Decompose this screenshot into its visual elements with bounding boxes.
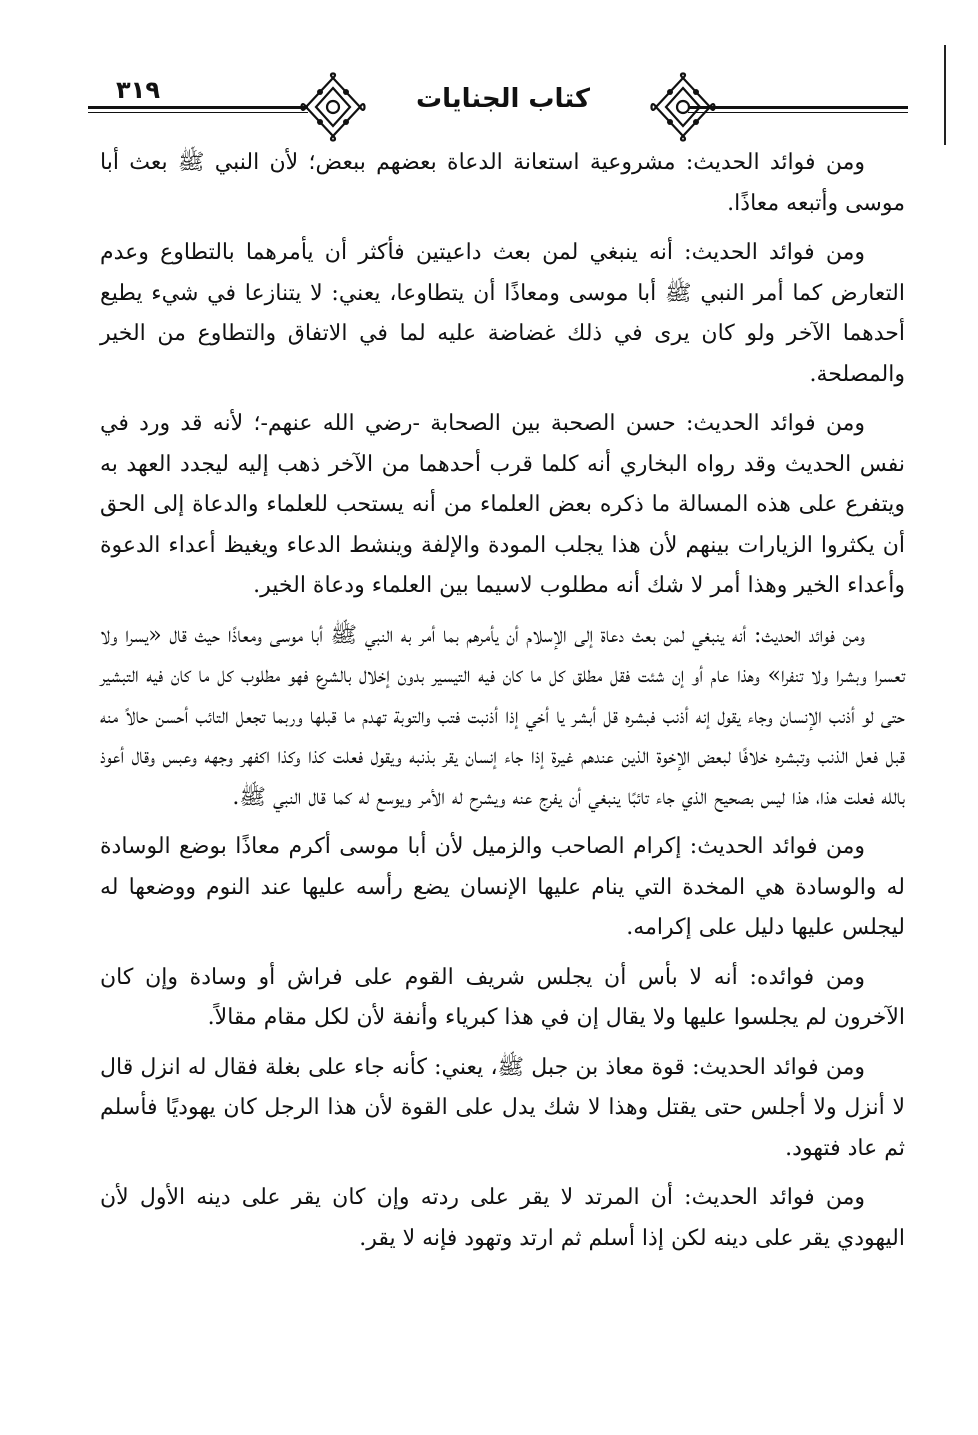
page-header [88,72,908,132]
paragraph-1: ومن فوائد الحديث: مشروعية استعانة الدعاة بعضهم ببعض؛ لأن النبي ﷺ بعث أبا موسى وأتبعه معاذًا. [100,150,905,216]
chapter-title: كتاب الجنايات [415,84,591,114]
page-number: ٣١٩ [116,76,160,104]
header-rule-left-thin [88,112,308,113]
paragraph-4: ومن فوائد الحديث: أنه ينبغي لمن بعث دعاة إلى الإسلام أن يأمرهم بما أمر به النبي ﷺ أبا موسى ومعاذًا حيث قال «يسرا ولا تعسرا وبشرا ولا تنفرا» وهذا عام أو إن شئت فقل مطلق كل ما كان فيه التيسير بدون إخلال بالشرع فهو مطلوب كل ما كان فيه التبشير حتى لو أذنب الإنسان وجاء يقول إنه أذنب فبشره قل أبشر يا أخي إذا أذنبت فتب والتوبة تهدم ما قبلها وربما تجعل التائب أحسن حالاً منه قبل فعل الذنب وتبشره خلافًا لبعض الإخوة الذين عندهم غيرة إذا جاء إنسان يقر بذنبه ويقول فعلت كذا وكذا اكفهر وجهه وعبس وقال أعوذ بالله فعلت هذا، هذا ليس بصحيح الذي جاء تائبًا ينبغي أن يفرج عنه ويشرح له الأمر ويوسع له كما قال النبي ﷺ. [100,622,905,810]
header-rule-left [88,106,308,109]
paragraph-3: ومن فوائد الحديث: حسن الصحبة بين الصحابة -رضي الله عنهم-؛ لأنه قد ورد في نفس الحديث وقد رواه البخاري أنه كلما قرب أحدهما من الآخر ذهب إليه ليجدد العهد به ويتفرع على هذه المسالة ما ذكره بعض العلماء من أنه يستحب للعلماء والدعاة إلى الحق أن يكثروا الزيارات بينهم لأن هذا يجلب المودة والإلفة وينشط الدعاء ويغيظ أعداء الدعوة وأعداء الخير وهذا أمر لا شك أنه مطلوب لاسيما بين العلماء ودعاة الخير. [100,411,905,598]
header-rule-right-thin [688,112,908,113]
header-rule-right [688,106,908,109]
ornament-left-icon [298,72,368,142]
paragraph-8: ومن فوائد الحديث: أن المرتد لا يقر على ردته وإن كان يقر على دينه الأول لأن اليهودي يقر على دينه لكن إذا أسلم ثم ارتد وتهود فإنه لا يقر. [100,1185,905,1251]
margin-rule [944,45,946,145]
paragraph-5: ومن فوائد الحديث: إكرام الصاحب والزميل لأن أبا موسى أكرم معاذًا بوضع الوسادة له والوسادة هي المخدة التي ينام عليها الإنسان يضع رأسه عليها عند النوم ووضعها له ليجلس عليها دليل على إكرامه. [100,834,905,940]
paragraph-2: ومن فوائد الحديث: أنه ينبغي لمن بعث داعيتين فأكثر أن يأمرهما بالتطاوع وعدم التعارض كما أمر النبي ﷺ أبا موسى ومعاذًا أن يتطاوعا، يعني: لا يتنازعا في شيء يطيع أحدهما الآخر ولو كان يرى في ذلك غضاضة عليه لما في الاتفاق والتطاوع من الخير والمصلحة. [100,240,905,387]
paragraph-6: ومن فوائده: أنه لا بأس أن يجلس شريف القوم على فراش أو وسادة وإن كان الآخرون لم يجلسوا عليها ولا يقال إن في هذا كبرياء وأنفة لأن لكل مقام مقالاً. [100,964,905,1030]
paragraph-7: ومن فوائد الحديث: قوة معاذ بن جبل ﷺ، يعني: كأنه جاء على بغلة فقال له انزل قال لا أنزل ولا أجلس حتى يقتل وهذا لا شك يدل على القوة لأن هذا الرجل كان يهوديًا فأسلم ثم عاد فتهود. [100,1054,905,1161]
page-body [100,143,905,1268]
